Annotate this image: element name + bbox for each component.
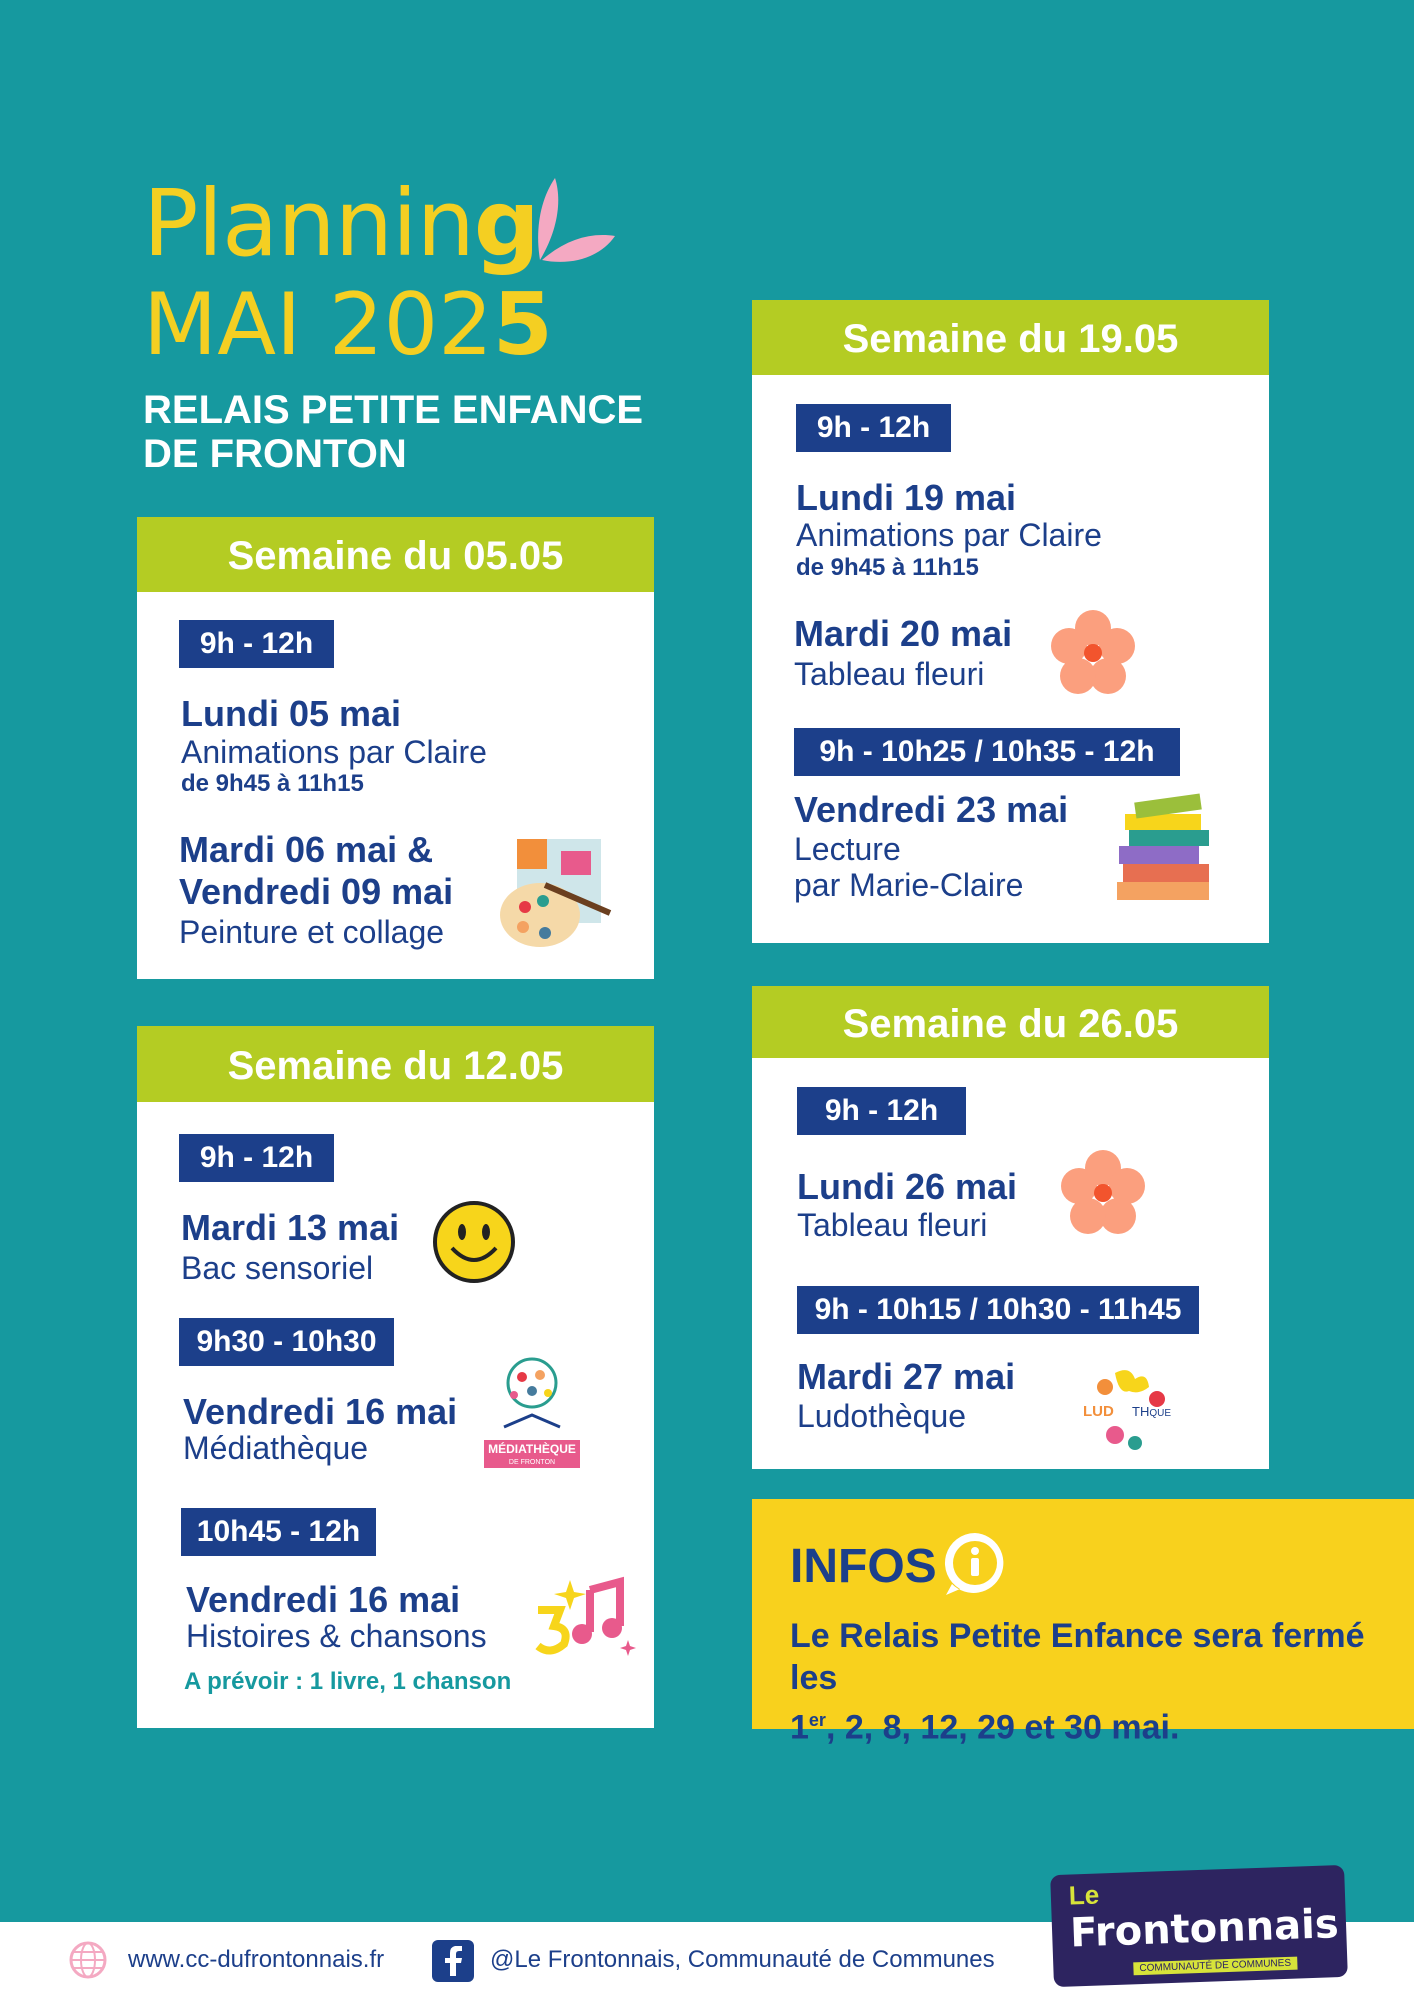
logo-name: Frontonnais	[1069, 1901, 1340, 1957]
week-header: Semaine du 26.05	[752, 986, 1269, 1058]
subtitle: RELAIS PETITE ENFANCE DE FRONTON	[143, 388, 644, 476]
frontonnais-logo	[1050, 1865, 1348, 1987]
week-header: Semaine du 12.05	[137, 1026, 654, 1102]
ludotheque-logo	[1075, 1365, 1195, 1455]
website-link[interactable]: www.cc-dufrontonnais.fr	[128, 1946, 385, 1973]
event-activity: par Marie-Claire	[794, 867, 1024, 903]
smiley-icon	[432, 1200, 516, 1284]
event-day: Mardi 20 mai	[794, 613, 1013, 654]
event-hours: de 9h45 à 11h15	[181, 770, 364, 797]
facebook-icon[interactable]	[432, 1940, 474, 1982]
infos-text: Le Relais Petite Enfance sera fermé les 1er, 2, 8, 12, 29 et 30 mai.	[790, 1617, 1365, 1747]
flower-icon	[1058, 1148, 1148, 1238]
event-activity: Tableau fleuri	[797, 1207, 988, 1243]
time-badge: 9h - 12h	[796, 404, 951, 452]
ludo-text-a: LUD	[1083, 1403, 1114, 1420]
event-day: Mardi 06 mai &	[179, 829, 434, 870]
event-day: Vendredi 16 mai	[183, 1391, 458, 1432]
books-icon	[1113, 790, 1223, 905]
event-activity: Peinture et collage	[179, 914, 445, 950]
flower-icon	[1048, 608, 1138, 698]
event-day: Mardi 13 mai	[181, 1207, 400, 1248]
mediatheque-logo	[484, 1355, 580, 1468]
time-badge: 9h - 12h	[797, 1087, 966, 1135]
ludo-text-c: QUE	[1149, 1408, 1172, 1419]
time-badge: 9h - 10h15 / 10h30 - 11h45	[797, 1286, 1199, 1334]
event-activity: Histoires & chansons	[186, 1618, 487, 1654]
time-badge: 9h - 12h	[179, 620, 334, 668]
event-day: Vendredi 23 mai	[794, 789, 1069, 830]
event-day: Vendredi 16 mai	[186, 1579, 461, 1620]
event-activity: Lecture	[794, 831, 901, 867]
title-planning: Planning	[143, 170, 539, 277]
title-month: MAI 2025	[143, 275, 553, 375]
time-badge: 9h - 12h	[179, 1134, 334, 1182]
event-day: Lundi 26 mai	[797, 1166, 1018, 1207]
event-day: Mardi 27 mai	[797, 1356, 1016, 1397]
infos-title: INFOS	[790, 1540, 937, 1593]
event-activity: Médiathèque	[183, 1430, 369, 1466]
mediatheque-label: MÉDIATHÈQUE	[484, 1440, 580, 1458]
event-activity: Animations par Claire	[181, 734, 487, 770]
event-day: Lundi 05 mai	[181, 693, 402, 734]
info-icon	[940, 1529, 1010, 1599]
palette-icon	[495, 835, 615, 950]
logo-le: Le	[1068, 1879, 1100, 1911]
time-badge: 9h30 - 10h30	[179, 1318, 394, 1366]
event-activity: Bac sensoriel	[181, 1250, 374, 1286]
leaf-sprout-icon	[530, 170, 620, 270]
facebook-link[interactable]: @Le Frontonnais, Communauté de Communes	[490, 1946, 995, 1973]
time-badge: 9h - 10h25 / 10h35 - 12h	[794, 728, 1180, 776]
time-badge: 10h45 - 12h	[181, 1508, 376, 1556]
event-activity: Animations par Claire	[796, 517, 1102, 553]
ludo-text-b: TH	[1132, 1404, 1150, 1419]
event-day: Lundi 19 mai	[796, 477, 1017, 518]
mediatheque-sublabel: DE FRONTON	[484, 1458, 580, 1468]
week-header: Semaine du 19.05	[752, 300, 1269, 375]
week-header: Semaine du 05.05	[137, 517, 654, 592]
logo-sub: COMMUNAUTÉ DE COMMUNES	[1133, 1957, 1297, 1976]
event-day: Vendredi 09 mai	[179, 871, 454, 912]
infos-box	[752, 1499, 1414, 1747]
globe-icon	[68, 1940, 108, 1980]
event-hours: de 9h45 à 11h15	[796, 554, 979, 581]
music-notes-icon	[530, 1570, 640, 1660]
event-note: A prévoir : 1 livre, 1 chanson	[184, 1668, 512, 1695]
event-activity: Ludothèque	[797, 1398, 967, 1434]
event-activity: Tableau fleuri	[794, 656, 985, 692]
